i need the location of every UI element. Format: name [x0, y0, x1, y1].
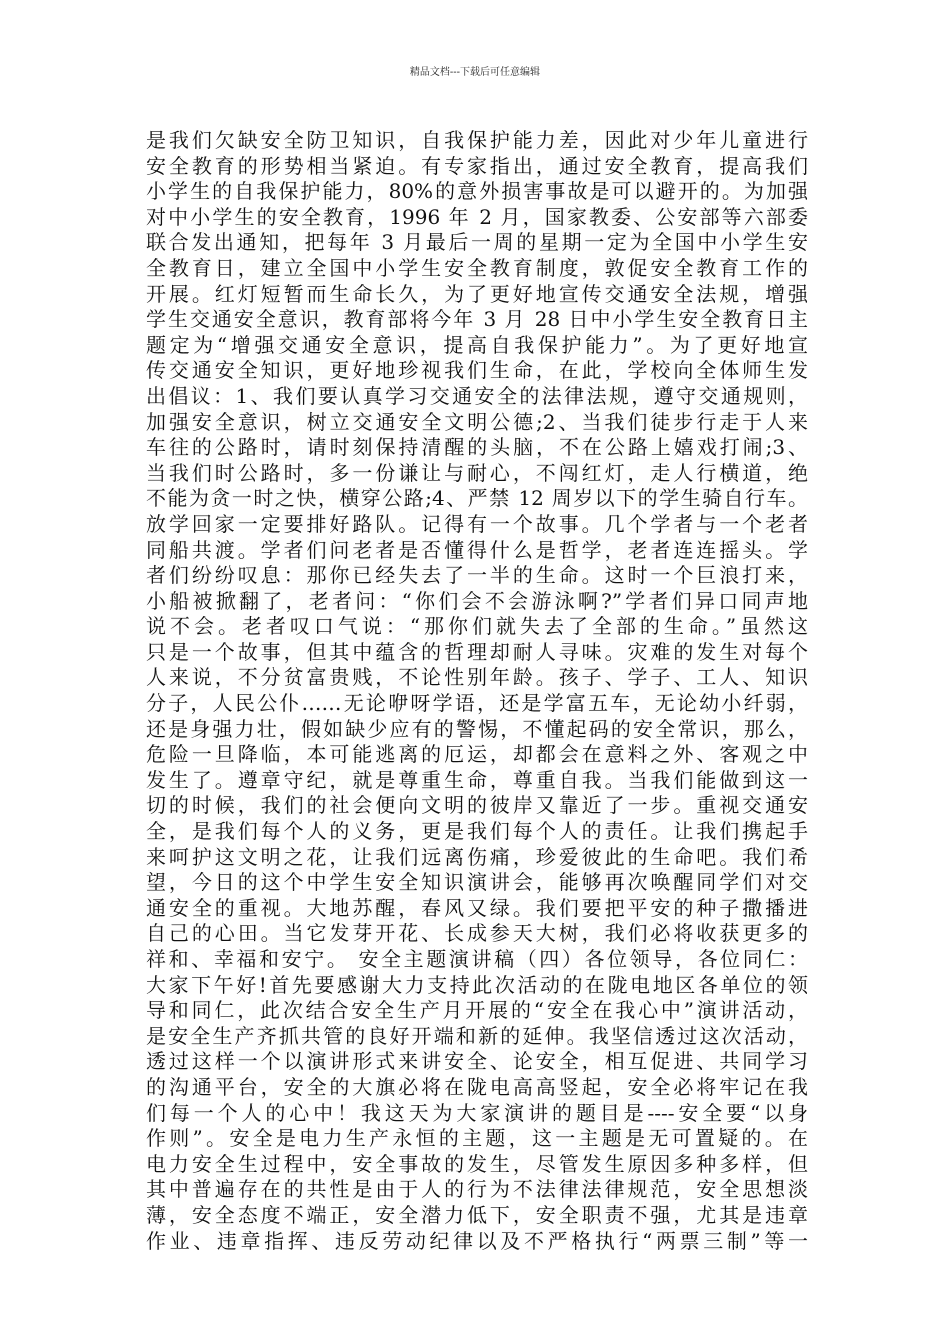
text-line: 分子，人民公仆……无论咿呀学语，还是学富五车，无论幼小纤弱， — [146, 691, 808, 716]
text-line: 全，是我们每个人的义务，更是我们每个人的责任。让我们携起手 — [146, 819, 808, 844]
text-line: 小船被掀翻了，老者问：“你们会不会游泳啊?”学者们异口同声地 — [146, 588, 808, 613]
text-line: 导和同仁，此次结合安全生产月开展的“安全在我心中”演讲活动， — [146, 998, 808, 1023]
text-line: 同船共渡。学者们问老者是否懂得什么是哲学，老者连连摇头。学 — [146, 537, 808, 562]
text-line: 学生交通安全意识，教育部将今年 3 月 28 日中小学生安全教育日主 — [146, 307, 808, 332]
text-line: 作业、违章指挥、违反劳动纪律以及不严格执行“两票三制”等一 — [146, 1228, 808, 1253]
text-line: 全教育日，建立全国中小学生安全教育制度，敦促安全教育工作的 — [146, 255, 808, 280]
text-line: 人来说，不分贫富贵贱，不论性别年龄。孩子、学子、工人、知识 — [146, 665, 808, 690]
text-line: 放学回家一定要排好路队。记得有一个故事。几个学者与一个老者 — [146, 511, 808, 536]
text-line: 开展。红灯短暂而生命长久，为了更好地宣传交通安全法规，增强 — [146, 281, 808, 306]
text-line: 其中普遍存在的共性是由于人的行为不法律法律规范，安全思想淡 — [146, 1177, 808, 1202]
text-line: 不能为贪一时之快，横穿公路;4、严禁 12 周岁以下的学生骑自行车。 — [146, 486, 808, 511]
text-line: 者们纷纷叹息：那你已经失去了一半的生命。这时一个巨浪打来， — [146, 563, 808, 588]
text-line: 说不会。老者叹口气说：“那你们就失去了全部的生命。”虽然这 — [146, 614, 808, 639]
text-line: 大家下午好!首先要感谢大力支持此次活动的在陇电地区各单位的领 — [146, 972, 808, 997]
text-line: 还是身强力壮，假如缺少应有的警惕，不懂起码的安全常识，那么， — [146, 716, 808, 741]
text-line: 加强安全意识，树立交通安全文明公德;2、当我们徒步行走于人来 — [146, 409, 808, 434]
text-line: 来呵护这文明之花，让我们远离伤痛，珍爱彼此的生命吧。我们希 — [146, 844, 808, 869]
text-line: 出倡议：1、我们要认真学习交通安全的法律法规，遵守交通规则， — [146, 383, 808, 408]
text-line: 安全教育的形势相当紧迫。有专家指出，通过安全教育，提高我们 — [146, 153, 808, 178]
text-line: 当我们时公路时，多一份谦让与耐心，不闯红灯，走人行横道，绝 — [146, 460, 808, 485]
text-line: 自己的心田。当它发芽开花、长成参天大树，我们必将收获更多的 — [146, 921, 808, 946]
text-line: 通安全的重视。大地苏醒，春风又绿。我们要把平安的种子撒播进 — [146, 895, 808, 920]
text-line: 薄，安全态度不端正，安全潜力低下，安全职责不强，尤其是违章 — [146, 1202, 808, 1227]
text-line: 祥和、幸福和安宁。 安全主题演讲稿（四）各位领导，各位同仁： — [146, 947, 808, 971]
text-line: 电力安全生过程中，安全事故的发生，尽管发生原因多种多样，但 — [146, 1151, 808, 1176]
text-line: 是我们欠缺安全防卫知识，自我保护能力差，因此对少年儿童进行 — [146, 128, 808, 152]
text-line: 是安全生产齐抓共管的良好开端和新的延伸。我坚信透过这次活动， — [146, 1023, 808, 1048]
text-line: 小学生的自我保护能力，80%的意外损害事故是可以避开的。为加强 — [146, 179, 808, 204]
text-line: 对中小学生的安全教育，1996 年 2 月，国家教委、公安部等六部委 — [146, 204, 808, 229]
text-line: 传交通安全知识，更好地珍视我们生命，在此，学校向全体师生发 — [146, 358, 808, 383]
text-line: 望，今日的这个中学生安全知识演讲会，能够再次唤醒同学们对交 — [146, 870, 808, 895]
text-line: 危险一旦降临，本可能逃离的厄运，却都会在意料之外、客观之中 — [146, 742, 808, 767]
text-line: 只是一个故事，但其中蕴含的哲理却耐人寻味。灾难的发生对每个 — [146, 639, 808, 664]
text-line: 切的时候，我们的社会便向文明的彼岸又靠近了一步。重视交通安 — [146, 793, 808, 818]
text-line: 作则”。安全是电力生产永恒的主题，这一主题是无可置疑的。在 — [146, 1126, 808, 1151]
document-body — [146, 128, 808, 1254]
text-line: 联合发出通知，把每年 3 月最后一周的星期一定为全国中小学生安 — [146, 230, 808, 255]
text-line: 车往的公路时，请时刻保持清醒的头脑，不在公路上嬉戏打闹;3、 — [146, 435, 808, 460]
text-line: 发生了。遵章守纪，就是尊重生命，尊重自我。当我们能做到这一 — [146, 767, 808, 792]
page-header: 精品文档---下载后可任意编辑 — [409, 67, 541, 78]
text-line: 们每一个人的心中！我这天为大家演讲的题目是----安全要“以身 — [146, 1100, 808, 1125]
text-line: 的沟通平台，安全的大旗必将在陇电高高竖起，安全必将牢记在我 — [146, 1074, 808, 1099]
text-line: 透过这样一个以演讲形式来讲安全、论安全，相互促进、共同学习 — [146, 1049, 808, 1074]
text-line: 题定为“增强交通安全意识，提高自我保护能力”。为了更好地宣 — [146, 332, 808, 357]
